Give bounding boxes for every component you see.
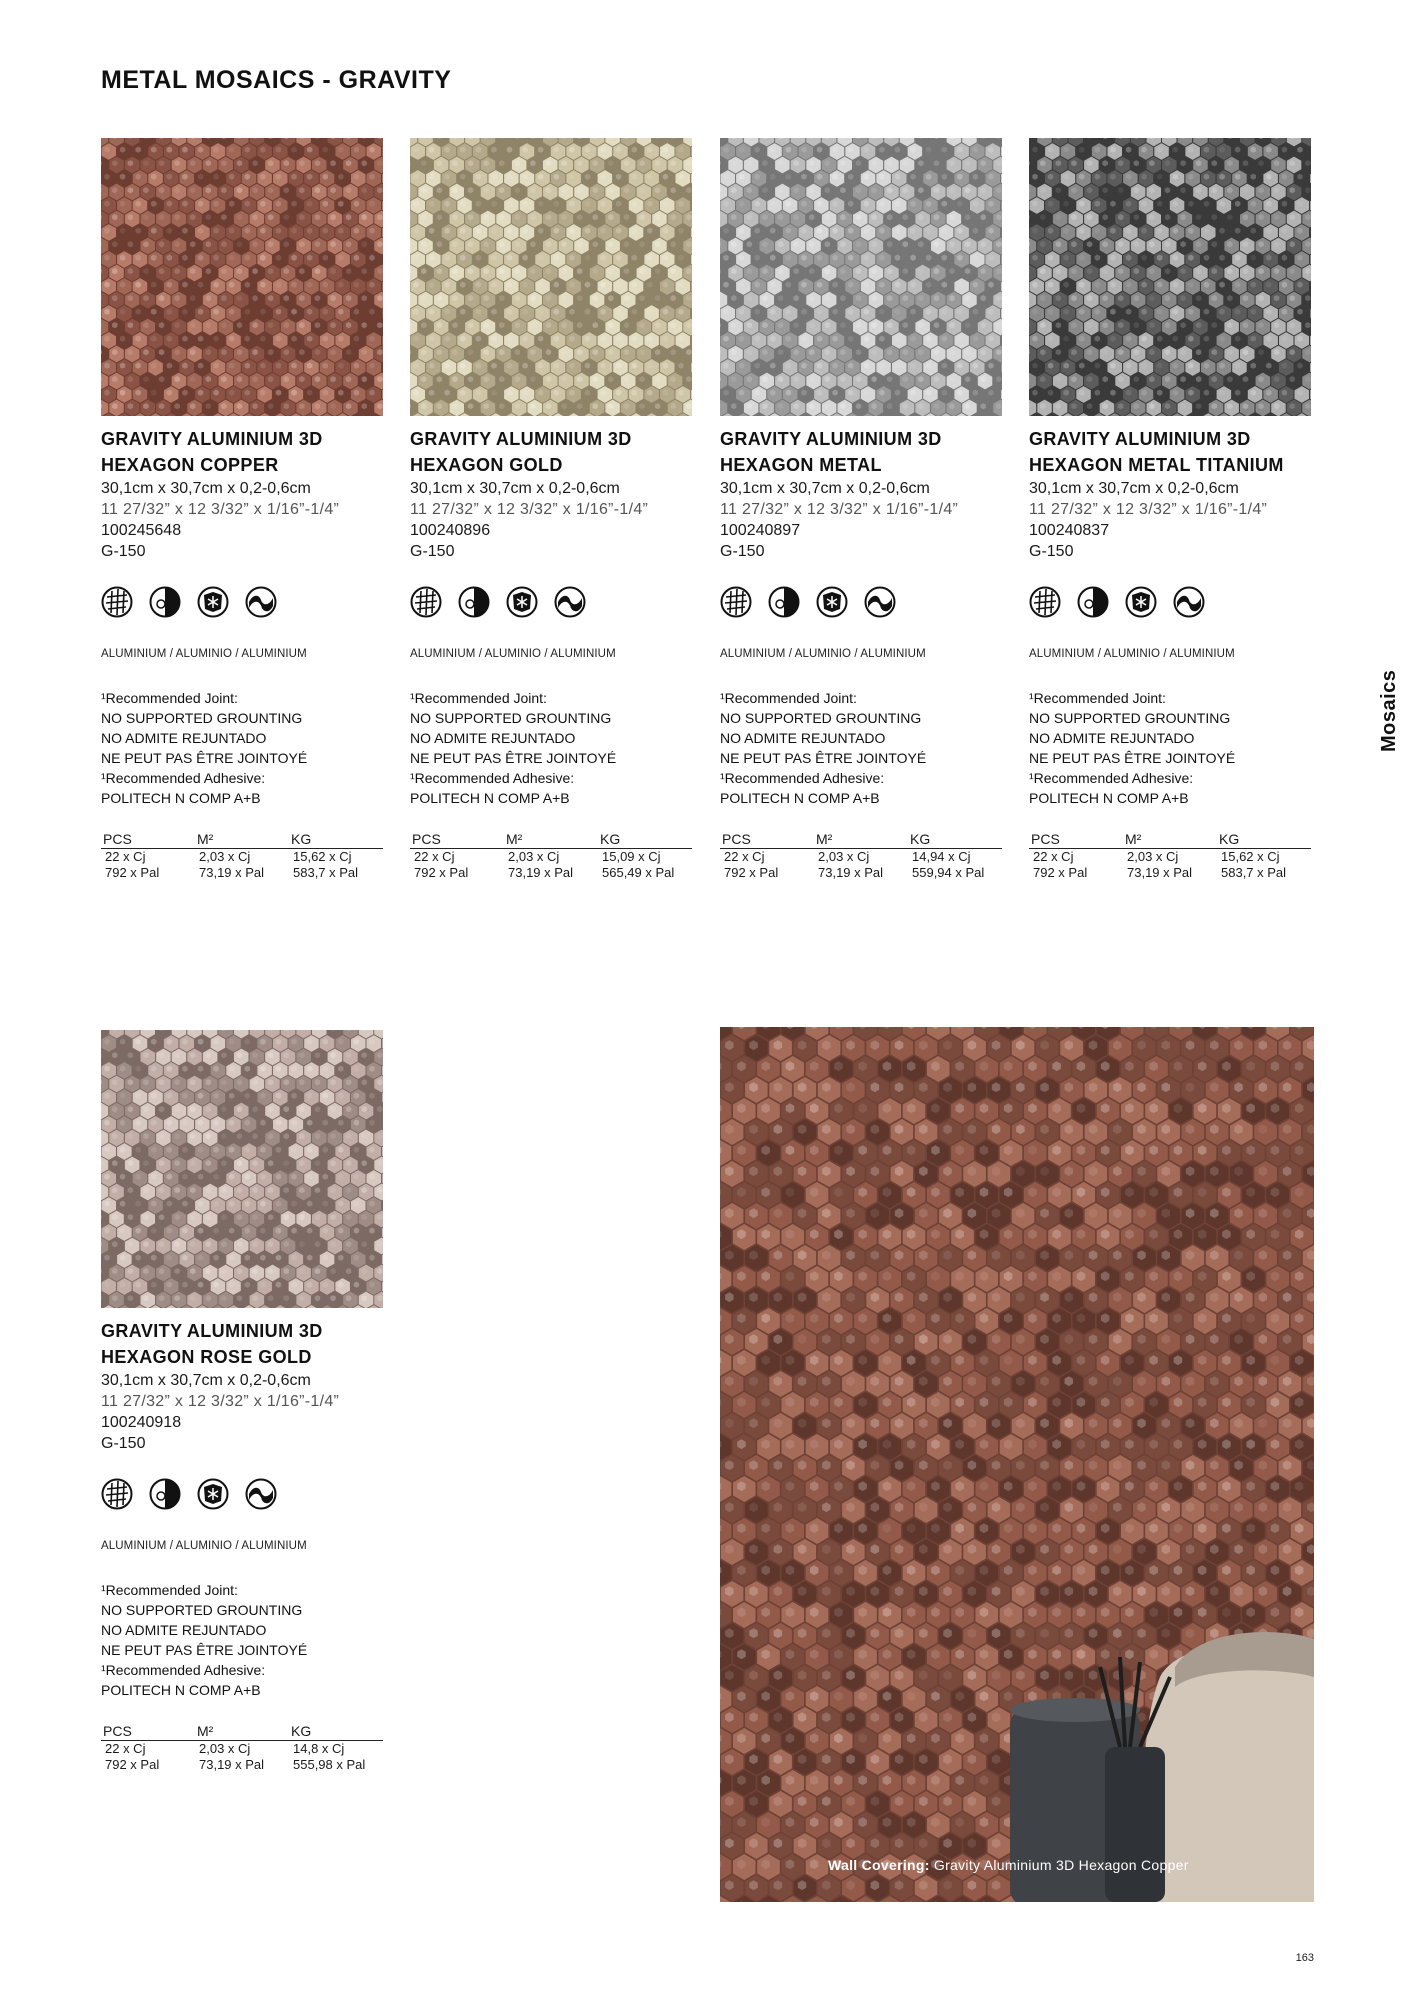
joint-info: ¹Recommended Joint: NO SUPPORTED GROUNTING NO ADMITE REJUNTADO NE PEUT PAS ÊTRE JOINTOYÉ ¹Recommended Adhesive: POLITECH N COMP A+B xyxy=(720,690,927,806)
section-side-label: Mosaics xyxy=(1378,669,1400,752)
frost-resistant-icon xyxy=(506,586,538,618)
table-row: 22 x Cj 2,03 x Cj 15,09 x Cj xyxy=(414,849,661,864)
table-header: PCS xyxy=(103,831,132,847)
product-card xyxy=(410,138,692,881)
packaging-table xyxy=(410,831,692,881)
mosaic-grid-icon xyxy=(410,586,442,618)
table-row: 792 x Pal 73,19 x Pal 583,7 x Pal xyxy=(1033,865,1287,880)
joint-info: ¹Recommended Joint: NO SUPPORTED GROUNTING NO ADMITE REJUNTADO NE PEUT PAS ÊTRE JOINTOYÉ ¹Recommended Adhesive: POLITECH N COMP A+B xyxy=(1029,690,1236,806)
table-header: PCS xyxy=(412,831,441,847)
table-row: 792 x Pal 73,19 x Pal 583,7 x Pal xyxy=(105,865,359,880)
grout-code: G-150 xyxy=(720,543,765,560)
table-header: KG xyxy=(291,1723,312,1739)
table-header: M² xyxy=(816,831,833,847)
product-name: GRAVITY ALUMINIUM 3D HEXAGON METAL TITANIUM xyxy=(1029,429,1284,475)
wave-icon xyxy=(864,586,896,618)
product-swatch-image xyxy=(101,138,383,416)
packaging-table xyxy=(101,1723,383,1773)
product-code: 100245648 xyxy=(101,522,182,539)
size-imperial: 11 27/32” x 12 3/32” x 1/16”-1/4” xyxy=(101,501,340,518)
table-row: 792 x Pal 73,19 x Pal 565,49 x Pal xyxy=(414,865,675,880)
size-metric: 30,1cm x 30,7cm x 0,2-0,6cm xyxy=(410,480,620,497)
table-header: M² xyxy=(1125,831,1142,847)
feature-icons xyxy=(101,1478,383,1512)
packaging-table xyxy=(1029,831,1311,881)
material-label: ALUMINIUM / ALUMINIO / ALUMINIUM xyxy=(410,648,616,660)
table-header: PCS xyxy=(722,831,751,847)
size-imperial: 11 27/32” x 12 3/32” x 1/16”-1/4” xyxy=(101,1393,340,1410)
grout-code: G-150 xyxy=(1029,543,1074,560)
wave-icon xyxy=(245,586,277,618)
joint-info: ¹Recommended Joint: NO SUPPORTED GROUNTING NO ADMITE REJUNTADO NE PEUT PAS ÊTRE JOINTOYÉ ¹Recommended Adhesive: POLITECH N COMP A+B xyxy=(101,690,308,806)
size-metric: 30,1cm x 30,7cm x 0,2-0,6cm xyxy=(720,480,930,497)
wave-icon xyxy=(245,1478,277,1510)
product-name: GRAVITY ALUMINIUM 3D HEXAGON GOLD xyxy=(410,429,632,475)
table-header: PCS xyxy=(103,1723,132,1739)
material-label: ALUMINIUM / ALUMINIO / ALUMINIUM xyxy=(101,1540,307,1552)
mosaic-grid-icon xyxy=(720,586,752,618)
frost-resistant-icon xyxy=(197,586,229,618)
outdoor-icon xyxy=(149,586,181,618)
product-code: 100240918 xyxy=(101,1414,182,1431)
product-name: GRAVITY ALUMINIUM 3D HEXAGON ROSE GOLD xyxy=(101,1321,323,1367)
wave-icon xyxy=(1173,586,1205,618)
product-swatch-image xyxy=(101,1030,383,1308)
table-header: M² xyxy=(197,1723,214,1739)
table-header: M² xyxy=(506,831,523,847)
table-header: KG xyxy=(291,831,312,847)
product-code: 100240837 xyxy=(1029,522,1110,539)
table-row: 792 x Pal 73,19 x Pal 559,94 x Pal xyxy=(724,865,985,880)
product-card xyxy=(101,138,383,881)
material-label: ALUMINIUM / ALUMINIO / ALUMINIUM xyxy=(101,648,307,660)
size-imperial: 11 27/32” x 12 3/32” x 1/16”-1/4” xyxy=(1029,501,1268,518)
joint-info: ¹Recommended Joint: NO SUPPORTED GROUNTING NO ADMITE REJUNTADO NE PEUT PAS ÊTRE JOINTOYÉ ¹Recommended Adhesive: POLITECH N COMP A+B xyxy=(101,1582,308,1698)
packaging-table xyxy=(101,831,383,881)
mosaic-grid-icon xyxy=(101,1478,133,1510)
product-swatch-image xyxy=(410,138,692,416)
product-code: 100240896 xyxy=(410,522,491,539)
size-metric: 30,1cm x 30,7cm x 0,2-0,6cm xyxy=(1029,480,1239,497)
product-name: GRAVITY ALUMINIUM 3D HEXAGON METAL xyxy=(720,429,942,475)
outdoor-icon xyxy=(768,586,800,618)
size-metric: 30,1cm x 30,7cm x 0,2-0,6cm xyxy=(101,1372,311,1389)
table-row: 22 x Cj 2,03 x Cj 15,62 x Cj xyxy=(105,849,352,864)
wave-icon xyxy=(554,586,586,618)
table-header: KG xyxy=(600,831,621,847)
table-header: KG xyxy=(910,831,931,847)
outdoor-icon xyxy=(458,586,490,618)
feature-icons xyxy=(101,586,383,620)
frost-resistant-icon xyxy=(816,586,848,618)
packaging-table xyxy=(720,831,1002,881)
size-imperial: 11 27/32” x 12 3/32” x 1/16”-1/4” xyxy=(720,501,959,518)
mosaic-grid-icon xyxy=(1029,586,1061,618)
table-header: M² xyxy=(197,831,214,847)
grout-code: G-150 xyxy=(410,543,455,560)
product-swatch-image xyxy=(1029,138,1311,416)
photo-caption: Wall Covering: Gravity Aluminium 3D Hexagon Copper xyxy=(828,1857,1189,1873)
grout-code: G-150 xyxy=(101,543,146,560)
product-card xyxy=(1029,138,1311,881)
outdoor-icon xyxy=(1077,586,1109,618)
page-title: METAL MOSAICS - GRAVITY xyxy=(101,66,452,94)
product-name: GRAVITY ALUMINIUM 3D HEXAGON COPPER xyxy=(101,429,323,475)
table-row: 22 x Cj 2,03 x Cj 15,62 x Cj xyxy=(1033,849,1280,864)
size-imperial: 11 27/32” x 12 3/32” x 1/16”-1/4” xyxy=(410,501,649,518)
product-swatch-image xyxy=(720,138,1002,416)
table-row: 22 x Cj 2,03 x Cj 14,8 x Cj xyxy=(105,1741,345,1756)
product-code: 100240897 xyxy=(720,522,801,539)
feature-icons xyxy=(1029,586,1311,620)
feature-icons xyxy=(410,586,692,620)
table-row: 792 x Pal 73,19 x Pal 555,98 x Pal xyxy=(105,1757,366,1772)
size-metric: 30,1cm x 30,7cm x 0,2-0,6cm xyxy=(101,480,311,497)
frost-resistant-icon xyxy=(197,1478,229,1510)
table-header: KG xyxy=(1219,831,1240,847)
material-label: ALUMINIUM / ALUMINIO / ALUMINIUM xyxy=(1029,648,1235,660)
product-card xyxy=(720,138,1002,881)
product-card xyxy=(101,1030,383,1773)
mosaic-grid-icon xyxy=(101,586,133,618)
outdoor-icon xyxy=(149,1478,181,1510)
feature-icons xyxy=(720,586,1002,620)
grout-code: G-150 xyxy=(101,1435,146,1452)
wall-covering-photo xyxy=(720,1027,1314,1902)
table-row: 22 x Cj 2,03 x Cj 14,94 x Cj xyxy=(724,849,971,864)
joint-info: ¹Recommended Joint: NO SUPPORTED GROUNTING NO ADMITE REJUNTADO NE PEUT PAS ÊTRE JOINTOYÉ ¹Recommended Adhesive: POLITECH N COMP A+B xyxy=(410,690,617,806)
material-label: ALUMINIUM / ALUMINIO / ALUMINIUM xyxy=(720,648,926,660)
page-number: 163 xyxy=(1295,1952,1314,1964)
table-header: PCS xyxy=(1031,831,1060,847)
frost-resistant-icon xyxy=(1125,586,1157,618)
